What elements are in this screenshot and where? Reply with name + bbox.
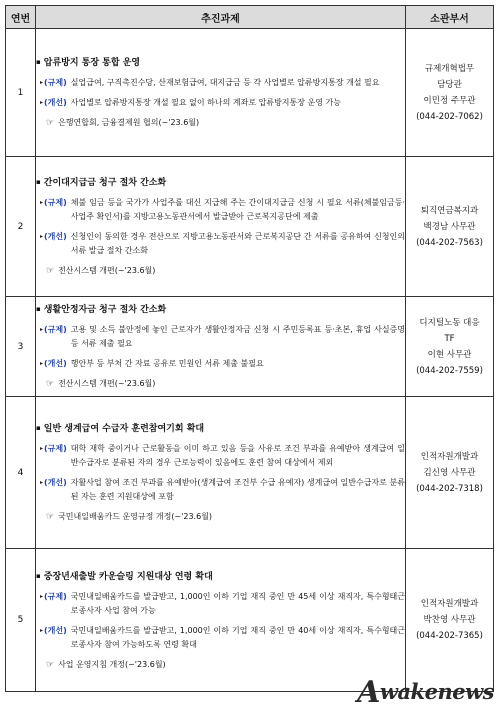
task-cell — [36, 549, 406, 692]
row-number: 5 — [6, 549, 36, 692]
department-line: (044-202-7062) — [416, 111, 483, 122]
task-item — [40, 357, 405, 371]
task-item — [40, 590, 405, 618]
header-dept: 소관부서 — [406, 6, 494, 29]
department-line: 백경남 사무관 — [423, 221, 476, 232]
item-keyword: (규제) — [44, 591, 67, 601]
task-item — [40, 476, 405, 504]
triangle-bullet-icon: ▸ — [40, 592, 44, 600]
department-cell — [406, 549, 494, 692]
triangle-bullet-icon: ▸ — [40, 79, 44, 86]
task-item-tag — [40, 230, 67, 258]
department-line: 디지털노동 대응 — [419, 317, 480, 328]
triangle-bullet-icon: ▸ — [40, 199, 44, 206]
item-text: 신청인이 동의한 경우 전산으로 지방고용노동관서와 근로복지공단 간 서류를 공유하여 신청인의 서류 발급 절차 간소화 — [70, 232, 405, 255]
row-number: 2 — [6, 157, 36, 297]
task-title — [36, 55, 405, 70]
item-text: 실업급여, 구직촉진수당, 산재보험급여, 대지급금 등 각 사업별로 압류방지통장 개설 필요 — [70, 78, 380, 87]
note-text: 사업 운영지침 개정(~'23.6월) — [58, 659, 166, 669]
task-cell — [36, 397, 406, 549]
item-keyword: (규제) — [44, 78, 67, 87]
task-item-tag — [40, 196, 67, 224]
triangle-bullet-icon: ▸ — [40, 445, 44, 452]
task-title — [36, 302, 405, 317]
department-line: 박찬영 사무관 — [423, 615, 476, 625]
triangle-bullet-icon: ▸ — [40, 626, 44, 634]
item-text: 행안부 등 부처 간 자료 공유로 민원인 서류 제출 불필요 — [70, 359, 264, 368]
task-note — [46, 658, 405, 672]
task-item-tag — [40, 476, 67, 504]
task-item — [40, 442, 405, 470]
item-text: 사업별로 압류방지통장 개설 필요 없이 하나의 계좌로 압류방지통장 운영 가능 — [70, 98, 341, 107]
square-bullet-icon: ▪ — [36, 571, 41, 580]
task-title — [36, 175, 405, 190]
note-text: 전산시스템 개편(~'23.6월) — [58, 266, 156, 275]
task-item — [40, 196, 405, 224]
task-item — [40, 96, 405, 110]
task-item-tag — [40, 76, 67, 90]
department-line: (044-202-7365) — [416, 631, 483, 641]
note-text: 은행연합회, 금융결제원 협의(~'23.6월) — [58, 118, 200, 127]
table-row — [6, 157, 494, 297]
task-title-text: 생활안정자금 청구 절차 간소화 — [43, 305, 167, 315]
header-task: 추진과제 — [36, 6, 406, 29]
item-text: 고용 및 소득 불안정에 놓인 근로자가 생활안정자금 신청 시 주민등록표 등·초본, 휴업 사실증명 등 서류 제출 필요 — [70, 325, 405, 348]
note-text: 국민내일배움카드 운영규정 개정(~'23.6월) — [58, 512, 213, 521]
table-row — [6, 397, 494, 549]
item-text: 자활사업 참여 조건 부과를 유예받아(생계급여 조건부 수급 유예자) 생계급여 일반수급자로 분류된 자는 훈련 지원대상에 포함 — [70, 478, 405, 501]
table-row — [6, 549, 494, 692]
task-title — [36, 421, 405, 436]
triangle-bullet-icon: ▸ — [40, 326, 44, 333]
task-title-text: 일반 생계급여 수급자 훈련참여기회 확대 — [43, 424, 205, 434]
task-note — [46, 264, 405, 278]
task-item-tag — [40, 357, 67, 371]
department-line: (044-202-7559) — [416, 365, 483, 376]
awakenews-watermark-logo — [357, 675, 494, 710]
task-item-tag — [40, 590, 67, 618]
department-line: 이현 사무관 — [427, 349, 472, 360]
pointing-hand-icon: ☞ — [46, 266, 55, 276]
watermark-text: wakenews — [379, 679, 494, 704]
square-bullet-icon: ▪ — [36, 305, 41, 313]
square-bullet-icon: ▪ — [36, 178, 41, 186]
department-cell — [406, 157, 494, 297]
department-line: (044-202-7563) — [416, 237, 483, 248]
task-cell — [36, 29, 406, 157]
triangle-bullet-icon: ▸ — [40, 479, 44, 486]
item-keyword: (개선) — [44, 98, 67, 107]
task-note — [46, 377, 405, 391]
item-text: 국민내일배움카드를 발급받고, 1,000인 이하 기업 재직 중인 만 40세 이상 재직자, 특수형태근로종사자 참여 가능하도록 연령 확대 — [70, 625, 405, 649]
header-no: 연번 — [6, 6, 36, 29]
watermark-initial: A — [357, 675, 380, 710]
table-header-row — [6, 6, 494, 29]
row-number: 1 — [6, 29, 36, 157]
task-item — [40, 76, 405, 90]
item-keyword: (개선) — [44, 359, 67, 368]
task-item — [40, 230, 405, 258]
task-item-tag — [40, 96, 67, 110]
task-item-tag — [40, 323, 67, 351]
department-line: 퇴직연금복지과 — [420, 205, 479, 216]
table-row — [6, 29, 494, 157]
task-item — [40, 624, 405, 652]
pointing-hand-icon: ☞ — [46, 659, 55, 670]
item-text: 체불 임금 등을 국가가 사업주를 대신 지급해 주는 간이대지급금 신청 시 필요 서류(체불임금등·사업주 확인서)를 지방고용노동관서에서 발급받아 근로복지공단에 제출 — [70, 198, 405, 221]
department-cell — [406, 297, 494, 397]
pointing-hand-icon: ☞ — [46, 379, 55, 389]
policy-task-table — [5, 5, 494, 692]
department-line: 인적자원개발과 — [420, 599, 479, 609]
department-line: TF — [444, 333, 455, 344]
department-line: 이민정 주무관 — [423, 95, 476, 106]
department-line: 김신영 사무관 — [423, 467, 476, 478]
pointing-hand-icon: ☞ — [46, 118, 55, 128]
task-item-tag — [40, 624, 67, 652]
item-text: 대학 재학 중이거나 근로활동을 이미 하고 있음 등을 사유로 조건 부과를 유예받아 생계급여 일반수급자로 분류된 자의 경우 근로능력이 있음에도 훈련 참여 대상에서 제외 — [70, 444, 405, 467]
department-line: 담당관 — [437, 79, 462, 90]
department-line: (044-202-7318) — [416, 483, 483, 494]
item-text: 국민내일배움카드를 발급받고, 1,000인 이하 기업 재직 중인 만 45세 이상 재직자, 특수형태근로종사자 사업 참여 가능 — [70, 591, 405, 615]
item-keyword: (개선) — [44, 232, 67, 241]
task-cell — [36, 157, 406, 297]
triangle-bullet-icon: ▸ — [40, 99, 44, 106]
task-item — [40, 323, 405, 351]
department-cell — [406, 29, 494, 157]
square-bullet-icon: ▪ — [36, 424, 41, 432]
task-title-text: 압류방지 통장 통합 운영 — [43, 58, 141, 68]
task-item-tag — [40, 442, 67, 470]
item-keyword: (규제) — [44, 444, 67, 453]
task-title-text: 간이대지급금 청구 절차 간소화 — [43, 178, 167, 188]
task-note — [46, 116, 405, 130]
task-title — [36, 569, 405, 584]
row-number: 3 — [6, 297, 36, 397]
square-bullet-icon: ▪ — [36, 58, 41, 66]
table-row — [6, 297, 494, 397]
note-text: 전산시스템 개편(~'23.6월) — [58, 379, 156, 388]
triangle-bullet-icon: ▸ — [40, 360, 44, 367]
item-keyword: (개선) — [44, 625, 67, 635]
item-keyword: (개선) — [44, 478, 67, 487]
department-line: 규제개혁법무 — [424, 63, 475, 74]
item-keyword: (규제) — [44, 198, 67, 207]
pointing-hand-icon: ☞ — [46, 512, 55, 522]
task-title-text: 중장년새출발 카운슬링 지원대상 연령 확대 — [43, 571, 213, 582]
item-keyword: (규제) — [44, 325, 67, 334]
department-cell — [406, 397, 494, 549]
row-number: 4 — [6, 397, 36, 549]
triangle-bullet-icon: ▸ — [40, 233, 44, 240]
department-line: 인적자원개발과 — [420, 451, 479, 462]
task-cell — [36, 297, 406, 397]
task-note — [46, 510, 405, 524]
